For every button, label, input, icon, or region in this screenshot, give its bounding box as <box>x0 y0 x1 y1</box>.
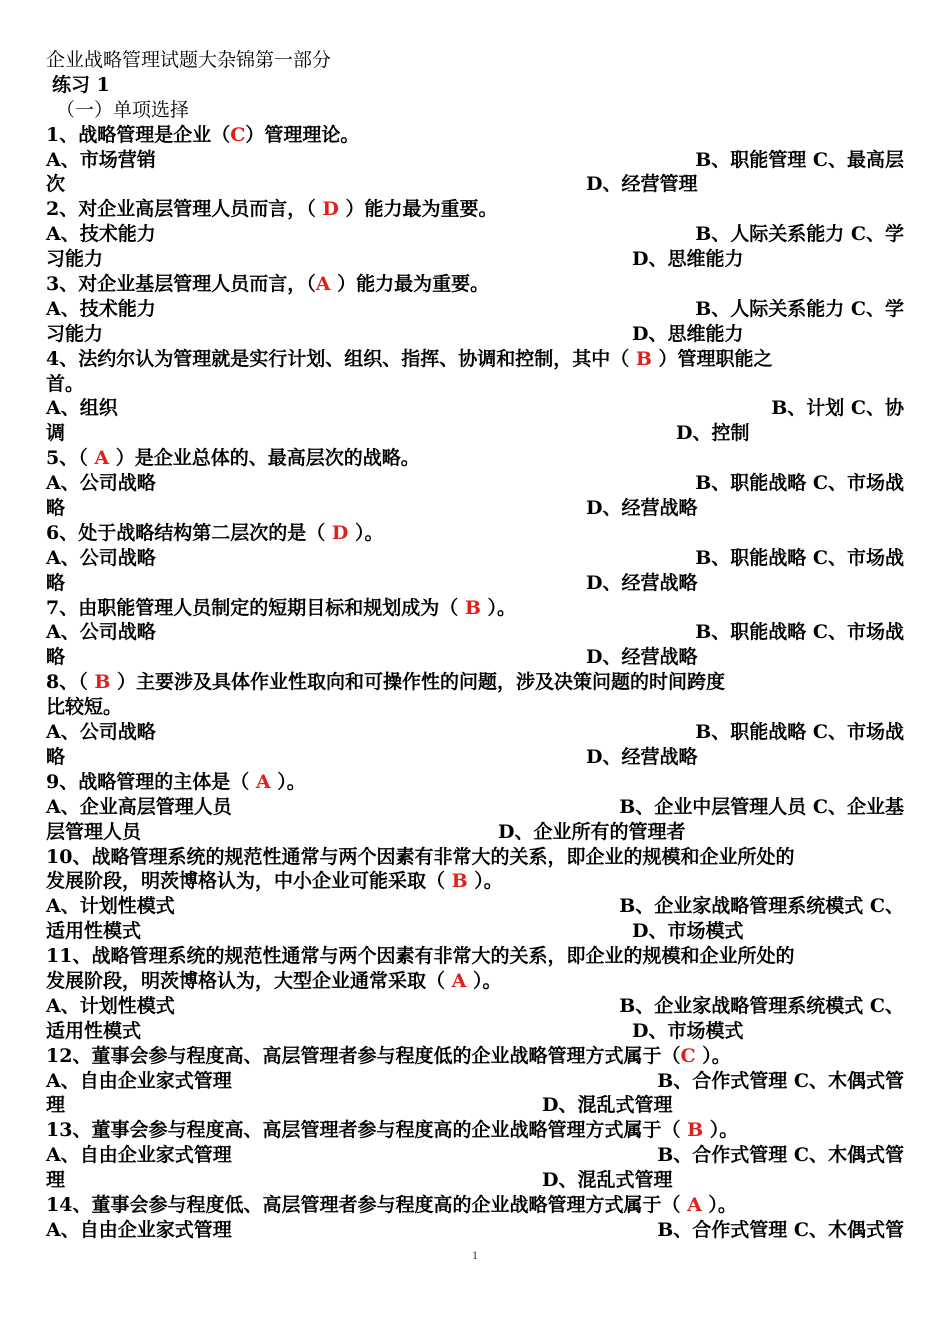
option-b-c: B、计划 C、协 <box>771 397 904 420</box>
option-a: A、组织 <box>46 397 118 420</box>
options-row-cont <box>46 919 904 944</box>
option-b-c: B、职能战略 C、市场战 <box>695 621 904 644</box>
question-stem <box>46 347 904 372</box>
answer-letter: B <box>687 1119 704 1142</box>
option-a: A、自由企业家式管理 <box>46 1218 232 1241</box>
question-stem <box>46 1044 904 1069</box>
stem-text: ）。 <box>480 596 517 619</box>
options-row <box>46 396 904 421</box>
option-c-cont: 适用性模式 <box>46 920 142 943</box>
option-b-c: B、职能战略 C、市场战 <box>695 472 904 495</box>
options-row <box>46 1069 904 1094</box>
option-d: D、经营战略 <box>586 745 698 768</box>
options-row-cont <box>46 322 904 347</box>
question-stem <box>46 596 904 621</box>
options-row <box>46 795 904 820</box>
options-row-cont <box>46 1093 904 1118</box>
answer-letter: B <box>94 671 111 694</box>
stem-text: 发展阶段，明茨博格认为，中小企业可能采取（ <box>46 870 452 893</box>
option-a: A、公司战略 <box>46 621 156 644</box>
option-d: D、经营战略 <box>586 497 698 520</box>
options-row-cont <box>46 1019 904 1044</box>
question-stem <box>46 670 904 695</box>
stem-text: 13、董事会参与程度高、高层管理者参与程度高的企业战略管理方式属于（ <box>46 1119 688 1142</box>
stem-text: ）主要涉及具体作业性取向和可操作性的问题，涉及决策问题的时间跨度 <box>110 671 726 694</box>
option-b-c: B、职能管理 C、最高层 <box>695 148 904 171</box>
stem-text: ）。 <box>701 1193 737 1216</box>
answer-letter: B <box>464 596 481 619</box>
option-a: A、技术能力 <box>46 297 156 320</box>
options-row-cont <box>46 745 904 770</box>
options-row <box>46 1218 904 1243</box>
option-a: A、市场营销 <box>46 148 156 171</box>
stem-text: ）。 <box>703 1119 739 1142</box>
stem-text: 1、战略管理是企业（ <box>46 123 231 146</box>
stem-text: 11、战略管理系统的规范性通常与两个因素有非常大的关系，即企业的规模和企业所处的 <box>46 945 795 968</box>
option-d: D、经营战略 <box>586 571 698 594</box>
answer-letter: A <box>315 273 331 296</box>
option-d: D、混乱式管理 <box>542 1169 673 1192</box>
option-a: A、计划性模式 <box>46 895 175 918</box>
options-row <box>46 148 904 173</box>
option-c-cont: 略 <box>46 646 66 669</box>
option-a: A、自由企业家式管理 <box>46 1069 232 1092</box>
answer-letter: C <box>230 123 246 146</box>
options-row-cont <box>46 172 904 197</box>
question-list <box>46 123 904 1243</box>
stem-text: 4、法约尔认为管理就是实行计划、组织、指挥、协调和控制，其中（ <box>46 347 636 370</box>
option-c-cont: 略 <box>46 571 66 594</box>
option-c-cont: 次 <box>46 173 66 196</box>
question-stem <box>46 869 904 894</box>
option-d: D、企业所有的管理者 <box>498 820 686 843</box>
option-c-cont: 习能力 <box>46 322 104 345</box>
option-d: D、市场模式 <box>632 920 744 943</box>
stem-text: ）管理理论。 <box>245 123 360 146</box>
option-a: A、公司战略 <box>46 472 156 495</box>
option-a: A、计划性模式 <box>46 994 175 1017</box>
option-c-cont: 理 <box>46 1169 66 1192</box>
options-row-cont <box>46 820 904 845</box>
answer-letter: B <box>635 347 652 370</box>
options-row-cont <box>46 571 904 596</box>
question-stem <box>46 123 904 148</box>
question-stem <box>46 1118 904 1143</box>
stem-text: ）。 <box>466 969 502 992</box>
option-c-cont: 略 <box>46 497 66 520</box>
option-a: A、自由企业家式管理 <box>46 1144 232 1167</box>
option-b-c: B、企业家战略管理系统模式 C、 <box>619 895 904 918</box>
stem-text: 8、（ <box>46 671 95 694</box>
stem-text: 7、由职能管理人员制定的短期目标和规划成为（ <box>46 596 465 619</box>
stem-text: ）能力最为重要。 <box>330 273 490 296</box>
answer-letter: A <box>687 1193 702 1216</box>
option-a: A、企业高层管理人员 <box>46 795 232 818</box>
option-c-cont: 适用性模式 <box>46 1019 142 1042</box>
stem-text: ）。 <box>467 870 503 893</box>
answer-letter: B <box>451 870 468 893</box>
options-row <box>46 894 904 919</box>
section-heading: （一）单项选择 <box>56 98 190 121</box>
answer-letter: A <box>451 969 467 992</box>
option-b-c: B、人际关系能力 C、学 <box>695 223 904 246</box>
answer-letter: D <box>322 198 339 221</box>
option-a: A、公司战略 <box>46 721 156 744</box>
question-stem <box>46 1193 904 1218</box>
option-c-cont: 习能力 <box>46 248 104 271</box>
stem-text: ）能力最为重要。 <box>338 198 498 221</box>
stem-text: 3、对企业基层管理人员而言，（ <box>46 273 316 296</box>
stem-text: ）。 <box>270 770 306 793</box>
options-row-cont <box>46 421 904 446</box>
question-stem <box>46 845 904 870</box>
stem-text: 12、董事会参与程度高、高层管理者参与程度低的企业战略管理方式属于（ <box>46 1044 681 1067</box>
stem-text: 9、战略管理的主体是（ <box>46 770 256 793</box>
option-d: D、思维能力 <box>632 248 744 271</box>
question-stem <box>46 969 904 994</box>
document-page <box>46 48 904 1243</box>
question-stem <box>46 272 904 297</box>
option-d: D、混乱式管理 <box>542 1094 673 1117</box>
option-d: D、控制 <box>676 422 750 445</box>
option-b-c: B、企业家战略管理系统模式 C、 <box>619 994 904 1017</box>
option-d: D、经营战略 <box>586 646 698 669</box>
options-row <box>46 297 904 322</box>
stem-text: ）是企业总体的、最高层次的战略。 <box>109 447 420 470</box>
question-stem <box>46 770 904 795</box>
option-b-c: B、人际关系能力 C、学 <box>695 297 904 320</box>
option-d: D、市场模式 <box>632 1019 744 1042</box>
option-c-cont: 层管理人员 <box>46 820 142 843</box>
option-b-c: B、职能战略 C、市场战 <box>695 721 904 744</box>
options-row <box>46 222 904 247</box>
options-row <box>46 720 904 745</box>
stem-text: ）管理职能之 <box>651 347 773 370</box>
options-row <box>46 471 904 496</box>
question-stem <box>46 521 904 546</box>
option-d: D、思维能力 <box>632 322 744 345</box>
option-c-cont: 调 <box>46 422 66 445</box>
option-b-c: B、合作式管理 C、木偶式管 <box>657 1218 904 1241</box>
option-c-cont: 略 <box>46 745 66 768</box>
answer-letter: A <box>255 770 271 793</box>
doc-title: 企业战略管理试题大杂锦第一部分 <box>46 49 332 71</box>
stem-text: 14、董事会参与程度低、高层管理者参与程度高的企业战略管理方式属于（ <box>46 1193 688 1216</box>
option-b-c: B、合作式管理 C、木偶式管 <box>657 1144 904 1167</box>
options-row <box>46 546 904 571</box>
option-d: D、经营管理 <box>586 173 698 196</box>
answer-letter: D <box>331 521 349 544</box>
answer-letter: A <box>94 447 110 470</box>
options-row <box>46 620 904 645</box>
answer-letter: C <box>680 1044 696 1067</box>
options-row <box>46 1143 904 1168</box>
option-b-c: B、企业中层管理人员 C、企业基 <box>619 795 904 818</box>
options-row-cont <box>46 496 904 521</box>
stem-text: 6、处于战略结构第二层次的是（ <box>46 521 332 544</box>
stem-text: 10、战略管理系统的规范性通常与两个因素有非常大的关系，即企业的规模和企业所处的 <box>46 845 795 868</box>
question-stem <box>46 446 904 471</box>
stem-text: 发展阶段，明茨博格认为，大型企业通常采取（ <box>46 969 452 992</box>
question-stem-cont: 首。 <box>46 372 85 395</box>
question-stem <box>46 197 904 222</box>
stem-text: ）。 <box>348 521 384 544</box>
question-stem <box>46 944 904 969</box>
option-a: A、技术能力 <box>46 223 156 246</box>
stem-text: ）。 <box>695 1044 731 1067</box>
exercise-heading: 练习 1 <box>52 73 110 96</box>
stem-text: 5、（ <box>46 447 95 470</box>
options-row-cont <box>46 247 904 272</box>
options-row-cont <box>46 1168 904 1193</box>
page-number: 1 <box>472 1248 478 1262</box>
question-stem-cont: 比较短。 <box>46 696 123 719</box>
option-b-c: B、职能战略 C、市场战 <box>695 546 904 569</box>
options-row-cont <box>46 645 904 670</box>
option-c-cont: 理 <box>46 1094 66 1117</box>
option-b-c: B、合作式管理 C、木偶式管 <box>657 1069 904 1092</box>
options-row <box>46 994 904 1019</box>
stem-text: 2、对企业高层管理人员而言，（ <box>46 198 323 221</box>
option-a: A、公司战略 <box>46 546 156 569</box>
